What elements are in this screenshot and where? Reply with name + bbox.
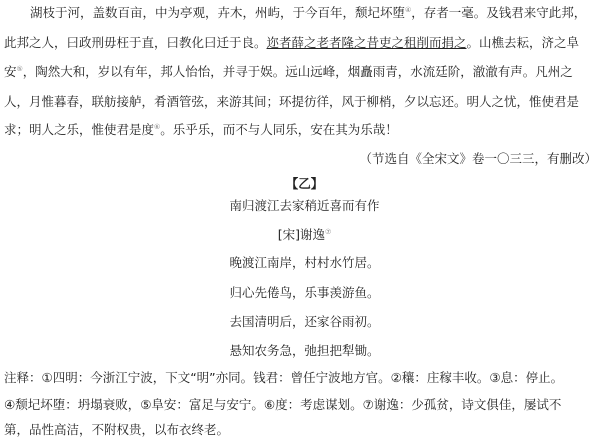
passage-jia-line-5	[4, 121, 398, 139]
passage-text: 。山樵去耘，济之阜	[466, 35, 580, 50]
poem-line: 悬知农务急，弛担把犁锄。	[229, 343, 380, 358]
passage-text: 湖枝于河，盖数百亩，中为亭观，卉木，州屿，于今百年，颓圮坏堕	[30, 5, 406, 20]
poem-line: 晚渡江南岸，村村水竹居。	[229, 255, 380, 270]
passage-jia-line-4: 人，月惟暮春，联舫接舻，肴酒管弦，来游其间；环提彷徉，风于柳梢，夕以忘还。明人之忧，惟使君是	[4, 94, 580, 109]
section-label-yi: 【乙】	[285, 176, 324, 191]
passage-jia-line-1	[30, 4, 586, 22]
annotation-line: 注释：①四明：今浙江宁波，下文“明”亦同。钱君：曾任宁波地方官。②穰：庄稼丰收。③息：停止。	[4, 370, 564, 385]
poem-line: 归心先倦鸟，乐事羡游鱼。	[229, 285, 380, 300]
annotation-line: 第，品性高洁，不附权贵，以布衣终老。	[4, 422, 230, 437]
underlined-sentence: 迩者薛之老者隆之昔吏之租削而捐之	[266, 35, 467, 50]
source-citation: （节选自《全宋文》卷一〇三三，有删改）	[359, 151, 597, 166]
passage-jia-line-3	[4, 63, 573, 81]
passage-text: 。乐乎乐，而不与人同乐，安在其为乐哉！	[160, 122, 398, 137]
footnote-marker: ⑥	[154, 122, 161, 131]
poem-line: 去国清明后，还家谷雨初。	[229, 314, 380, 329]
passage-jia-line-2	[4, 34, 579, 52]
footnote-marker: ⑤	[16, 64, 23, 73]
passage-text: 安	[4, 64, 17, 79]
footnote-marker: ⑦	[324, 227, 332, 236]
passage-text: 求；明人之乐，惟使君是度	[4, 122, 155, 137]
passage-text: ，存者一毫。及钱君来守此邦，	[411, 5, 587, 20]
footnote-marker: ④	[405, 5, 412, 14]
poem-author	[0, 226, 609, 244]
passage-text: 此邦之人，曰政刑毋枉于直，曰教化曰迁于良。	[4, 35, 267, 50]
annotation-line: ④颓圮坏堕：坍塌衰败，⑤阜安：富足与安宁。⑥度：考虑谋划。⑦谢逸：少孤贫，诗文俱佳，屡试不	[4, 397, 562, 412]
passage-text: ，陶然大和，岁以有年，邦人怡怡，并寻于娱。远山远峰，烟矗雨青，水流廷阶，澈澈有声。凡州之	[22, 64, 573, 79]
poem-title: 南归渡江去家稍近喜而有作	[229, 198, 380, 213]
author-name: [宋]谢逸	[277, 227, 325, 242]
